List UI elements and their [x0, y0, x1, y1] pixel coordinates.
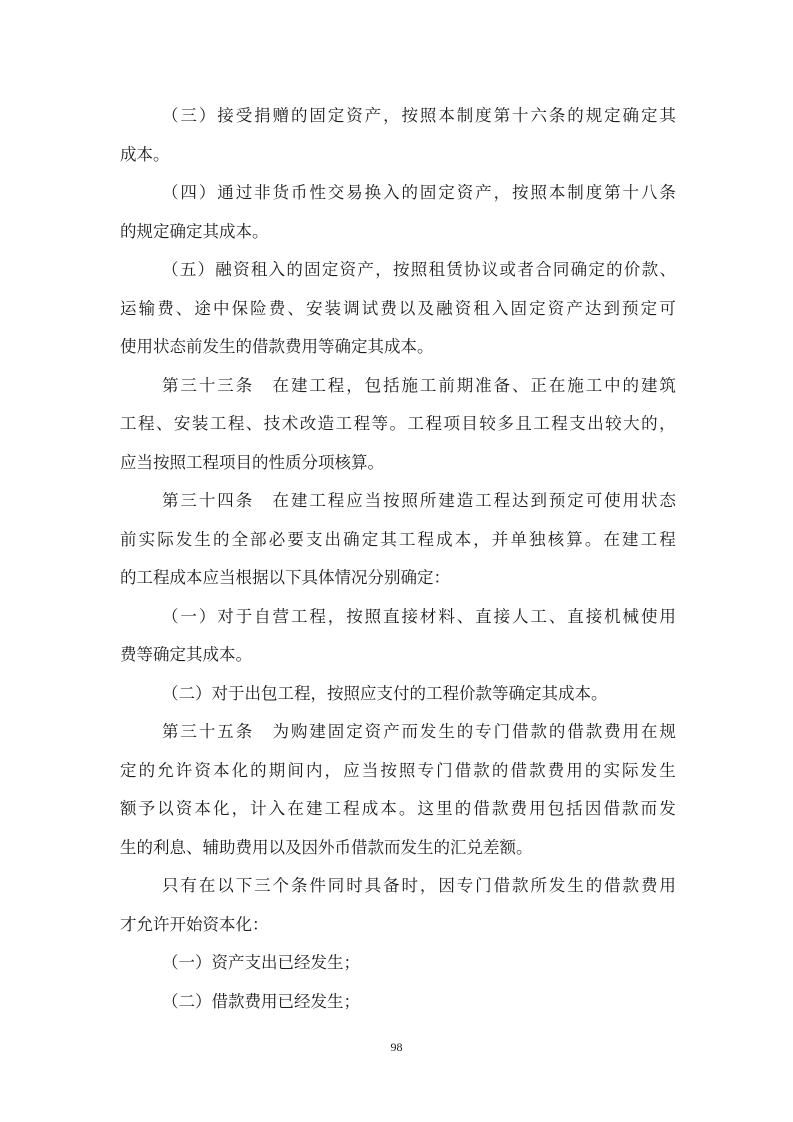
text-line: 前 实 际 发 生 的 全 部 必 要 支 出 确 定 其 工 程 成 本 ， 并 单 独 核 算 。 在 建 工 程 [120, 529, 676, 549]
text-line: 才允许开始资本化： [120, 914, 269, 934]
text-line: 额 予 以 资 本 化 ， 计 入 在 建 工 程 成 本 。 这 里 的 借 款 费 用 包 括 因 借 款 而 发 [120, 799, 676, 818]
text-line: 工 程 、 安 装 工 程 、 技 术 改 造 工 程 等 。 工 程 项 目 较 多 且 工 程 支 出 较 大 的 ， [120, 414, 676, 433]
paragraph [120, 867, 676, 944]
paragraph [120, 251, 676, 367]
text-line: 只 有 在 以 下 三 个 条 件 同 时 具 备 时 ， 因 专 门 借 款 所 发 生 的 借 款 费 用 [162, 876, 676, 895]
text-line: 成本。 [120, 144, 170, 164]
paragraph [120, 944, 676, 983]
text-line: 第 三 十 五 条 为 购 建 固 定 资 产 而 发 生 的 专 门 借 款 的 借 款 费 用 在 规 [162, 722, 676, 741]
text-line: 费等确定其成本。 [120, 645, 252, 664]
paragraph [120, 97, 676, 174]
text-line: 使用状态前发生的借款费用等确定其成本。 [120, 337, 434, 356]
text-line: 运 输 费 、 途 中 保 险 费 、 安 装 调 试 费 以 及 融 资 租 入 固 定 资 产 达 到 预 定 可 [120, 298, 676, 318]
paragraph [120, 174, 676, 251]
text-line: （二）借款费用已经发生； [162, 991, 360, 1011]
paragraph [120, 367, 676, 483]
text-line: 的规定确定其成本。 [120, 221, 269, 241]
body-text [120, 97, 676, 1021]
text-line: 第 三 十 四 条 在 建 工 程 应 当 按 照 所 建 造 工 程 达 到 预 定 可 使 用 状 态 [162, 491, 676, 510]
text-line: 应当按照工程项目的性质分项核算。 [120, 452, 384, 472]
text-line: （二）对于出包工程，按照应支付的工程价款等确定其成本。 [162, 683, 608, 703]
text-line: （ 三 ） 接 受 捐 赠 的 固 定 资 产 ， 按 照 本 制 度 第 十 六 条 的 规 定 确 定 其 [162, 106, 676, 125]
paragraph [120, 675, 676, 714]
paragraph [120, 713, 676, 867]
paragraph [120, 983, 676, 1022]
text-line: （一）资产支出已经发生； [162, 953, 360, 972]
paragraph [120, 598, 676, 675]
text-line: （ 一 ） 对 于 自 营 工 程 ， 按 照 直 接 材 料 、 直 接 人 工 、 直 接 机 械 使 用 [162, 606, 676, 626]
text-line: 的工程成本应当根据以下具体情况分别确定： [120, 568, 450, 587]
text-line: 生的利息、辅助费用以及因外币借款而发生的汇兑差额。 [120, 837, 533, 857]
text-line: 定 的 允 许 资 本 化 的 期 间 内 ， 应 当 按 照 专 门 借 款 的 借 款 费 用 的 实 际 发 生 [120, 760, 676, 780]
text-line: （ 四 ） 通 过 非 货 币 性 交 易 换 入 的 固 定 资 产 ， 按 照 本 制 度 第 十 八 条 [162, 183, 676, 202]
text-line: 第 三 十 三 条 在 建 工 程 ， 包 括 施 工 前 期 准 备 、 正 在 施 工 中 的 建 筑 [162, 375, 676, 395]
paragraph [120, 482, 676, 598]
page-number: 98 [390, 1040, 403, 1054]
text-line: （ 五 ） 融 资 租 入 的 固 定 资 产 ， 按 照 租 赁 协 议 或 者 合 同 确 定 的 价 款 、 [162, 260, 676, 279]
